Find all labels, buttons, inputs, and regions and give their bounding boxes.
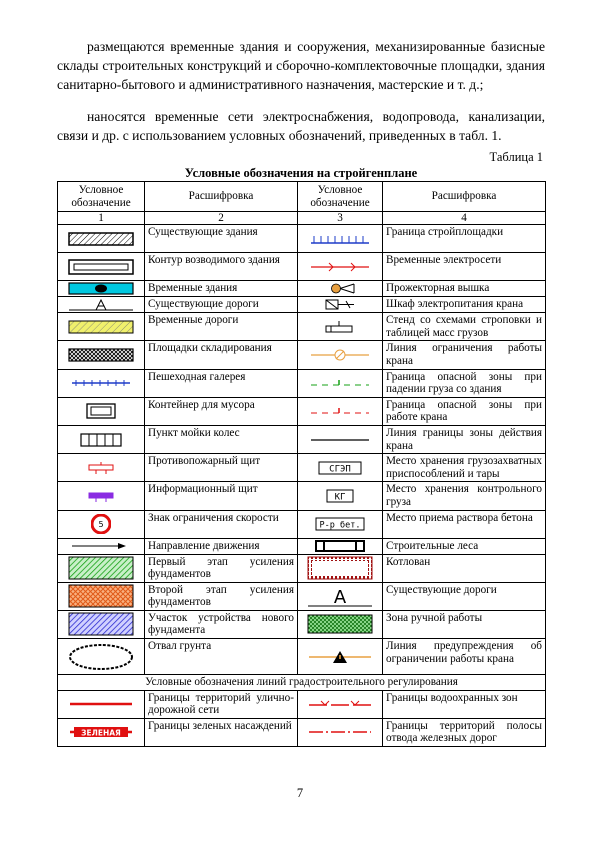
row-label: Направление движения — [145, 538, 298, 554]
header-symbol-1: Условное обозначение — [58, 182, 145, 212]
symbol-crane-warning-line — [298, 639, 383, 675]
symbol-excavation-pit — [298, 554, 383, 582]
symbol-crane-reach-line — [298, 425, 383, 453]
speed-limit-value: 5 — [98, 520, 104, 529]
header-description-1: Расшифровка — [145, 182, 298, 212]
row-label: Линия ограничения работы крана — [383, 341, 546, 369]
row-label: Границы водоохранных зон — [383, 690, 546, 718]
symbol-crane-limit-line — [298, 341, 383, 369]
row-label: Линия границы зоны действия крана — [383, 425, 546, 453]
symbol-railway-boundary — [298, 718, 383, 746]
symbol-reinforcement-stage-1 — [58, 554, 145, 582]
row-label: Место хранения грузозахватных приспособлений и тары — [383, 454, 546, 482]
symbol-pedestrian-gallery — [58, 369, 145, 397]
row-label: Отвал грунта — [145, 639, 298, 675]
row-label: Граница опасной зоны при работе крана — [383, 397, 546, 425]
symbol-temporary-power-lines — [298, 253, 383, 281]
symbol-concrete-reception — [298, 510, 383, 538]
row-label: Место приема раствора бетона — [383, 510, 546, 538]
info-board-label: КГ — [334, 492, 346, 503]
symbol-lifting-gear-storage — [298, 454, 383, 482]
row-label: Границы территорий полосы отвода железных дорог — [383, 718, 546, 746]
column-number: 4 — [383, 212, 546, 225]
row-label: Временные электросети — [383, 253, 546, 281]
row-label: Второй этап усиления фундаментов — [145, 582, 298, 610]
table-title: Условные обозначения на стройгенплане — [184, 166, 418, 180]
symbol-storage-areas — [58, 341, 145, 369]
row-label: Контур возводимого здания — [145, 253, 298, 281]
symbol-floodlight-tower — [298, 281, 383, 297]
fire-board-label: СГЭП — [329, 464, 351, 475]
row-label: Котлован — [383, 554, 546, 582]
symbol-street-network-boundary — [58, 690, 145, 718]
row-label: Первый этап усиления фундаментов — [145, 554, 298, 582]
row-label: Знак ограничения скорости — [145, 510, 298, 538]
row-label: Линия предупреждения об ограничении работы крана — [383, 639, 546, 675]
row-label: Строительные леса — [383, 538, 546, 554]
row-label: Пункт мойки колес — [145, 425, 298, 453]
symbol-trash-container — [58, 397, 145, 425]
symbol-fire-board — [58, 454, 145, 482]
paragraph-2: наносятся временные сети электроснабжения, водопровода, канализации, связи и др. с использованием условных обозначений, приведенных в табл. 1. — [57, 109, 545, 143]
concrete-label: Р-р бет. — [319, 520, 361, 531]
row-label: Зона ручной работы — [383, 610, 546, 638]
row-label: Противопожарный щит — [145, 454, 298, 482]
row-label: Существующие здания — [145, 225, 298, 253]
header-symbol-2: Условное обозначение — [298, 182, 383, 212]
row-label: Пешеходная галерея — [145, 369, 298, 397]
column-number: 3 — [298, 212, 383, 225]
column-number: 2 — [145, 212, 298, 225]
row-label: Информационный щит — [145, 482, 298, 510]
row-label: Границы территорий улично-дорожной сети — [145, 690, 298, 718]
row-label: Шкаф электропитания крана — [383, 297, 546, 313]
symbol-crane-power-cabinet — [298, 297, 383, 313]
row-label: Контейнер для мусора — [145, 397, 298, 425]
symbol-direction-arrow — [58, 538, 145, 554]
symbol-reinforcement-stage-2 — [58, 582, 145, 610]
row-label: Границы зеленых насаждений — [145, 718, 298, 746]
symbol-control-load-storage — [298, 482, 383, 510]
table-caption: Таблица 1 — [489, 150, 543, 164]
symbol-wheel-wash — [58, 425, 145, 453]
symbol-temporary-roads — [58, 313, 145, 341]
green-label: ЗЕЛЕНАЯ — [81, 728, 121, 738]
symbol-slinging-stand — [298, 313, 383, 341]
symbol-new-foundation — [58, 610, 145, 638]
symbol-scaffolding — [298, 538, 383, 554]
page-number: 7 — [296, 786, 304, 800]
row-label: Прожекторная вышка — [383, 281, 546, 297]
row-label: Граница стройплощадки — [383, 225, 546, 253]
legend-table — [57, 181, 546, 747]
symbol-temporary-buildings — [58, 281, 145, 297]
row-label: Стенд со схемами строповки и таблицей масс грузов — [383, 313, 546, 341]
row-label: Временные дороги — [145, 313, 298, 341]
symbol-info-board — [58, 482, 145, 510]
symbol-existing-buildings — [58, 225, 145, 253]
row-label: Существующие дороги — [145, 297, 298, 313]
symbol-existing-roads-2 — [298, 582, 383, 610]
row-label: Участок устройства нового фундамента — [145, 610, 298, 638]
paragraph-1: размещаются временные здания и сооружения, механизированные базисные склады строительных конструкций и сборочно-комплектовочные площадки, здания санитарно-бытового и административного назначения, мастерские и т. д.; — [57, 39, 545, 92]
row-label: Временные здания — [145, 281, 298, 297]
header-description-2: Расшифровка — [383, 182, 546, 212]
symbol-crane-danger-zone — [298, 397, 383, 425]
row-label: Существующие дороги — [383, 582, 546, 610]
symbol-existing-roads — [58, 297, 145, 313]
symbol-manual-work-zone — [298, 610, 383, 638]
symbol-fall-danger-zone — [298, 369, 383, 397]
symbol-building-contour — [58, 253, 145, 281]
symbol-speed-limit-sign — [58, 510, 145, 538]
row-label: Место хранения контрольного груза — [383, 482, 546, 510]
symbol-green-space-boundary — [58, 718, 145, 746]
row-label: Граница опасной зоны при падении груза со здания — [383, 369, 546, 397]
row-label: Площадки складирования — [145, 341, 298, 369]
column-number: 1 — [58, 212, 145, 225]
symbol-water-protection-boundary — [298, 690, 383, 718]
road-letter: А — [333, 587, 347, 609]
symbol-soil-dump — [58, 639, 145, 675]
symbol-site-boundary — [298, 225, 383, 253]
section-title: Условные обозначения линий градостроительного регулирования — [58, 675, 546, 691]
